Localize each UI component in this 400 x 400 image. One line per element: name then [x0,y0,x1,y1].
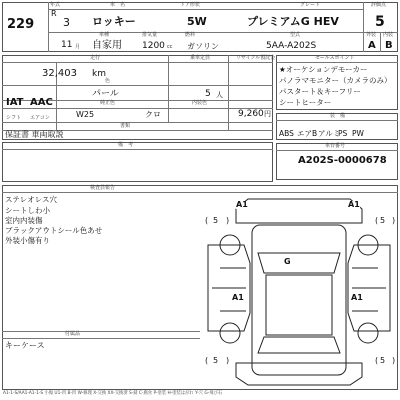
tire-front-left-value: 5 [213,216,219,225]
tire-front-right-open: ( [375,216,379,225]
remark-2: シートしわ小 [5,206,50,215]
equipment-airbag: エアB [297,129,318,138]
score-caption: 評価点 [371,2,387,8]
mileage: 32,403 [42,68,77,79]
equipment-alloy: アルミ [318,129,341,138]
sales-point-2: パノラマモニター（カメラのみ） [279,76,392,85]
month-unit: 月 [75,44,81,50]
mark-front-left: A1 [236,200,248,209]
tire-front-left-close: ) [226,216,230,225]
remark-4: ブラックアウトシール色あせ [5,226,103,235]
sales-point-4: シートヒーター [279,98,332,107]
model-year: 3 [63,16,70,29]
ext-caption: 外装 [366,32,377,38]
equipment-abs: ABS [279,129,294,138]
usage: 自家用 [92,40,122,51]
color-caption: 色 [105,78,111,84]
usage-caption: 車種 [99,32,110,38]
accessories-caption: 付属品 [65,331,81,337]
mark-right-side: A1 [351,293,363,302]
docs-caption: 書類 [120,123,131,129]
windshield-outline [258,253,340,273]
fuel: ガソリン [187,42,219,51]
lot-number: 229 [7,17,35,32]
inner-color-caption: 内装色 [192,100,208,106]
sales-point-3: パスタート＆キーフリー [279,87,361,96]
model-year-letter: R [51,9,57,18]
exterior-grade: A [368,40,376,51]
car-name: ロッキー [92,15,136,28]
report-caption: 検査員報告 [90,185,116,191]
color: パール [92,89,119,99]
wheel-rear-right [358,323,378,343]
remark-1: ステレオレス穴 [5,195,57,204]
recycle-fee: 9,260 [238,109,264,119]
orig-color-caption: 純正色 [100,100,116,106]
tire-front-right-close: ) [392,216,396,225]
car-damage-diagram [200,193,398,388]
displacement-caption: 排気量 [142,32,158,38]
mileage-caption: 走行 [90,55,101,61]
displacement: 1200 [142,41,165,51]
aircon: AAC [30,97,53,108]
capacity: 5 [205,89,211,99]
aircon-caption: エアコン [30,115,50,121]
option-text: クロ [145,110,161,119]
capacity-unit: 人 [216,91,223,99]
sales-point-caption: セールスポイント [315,55,355,61]
front-bumper-outline [236,199,362,223]
rear-bumper-outline [236,363,362,385]
mark-front-right: A1 [348,200,360,209]
recycle-unit: 円 [264,110,271,118]
chassis-caption: 車台番号 [325,143,346,149]
model-code: 5AA-A202S [266,41,317,51]
tire-front-right-value: 5 [380,216,386,225]
tire-front-left-open: ( [205,216,209,225]
damage-legend: A1-1-S/AA1-A1-1-S 小傷 U1-凹 B-凹 W-修理 X-交換 XX-交換済 S-錆 C-腐食 P-塗装 H-塗装はがれ Y-穴 G-飛び石 [3,391,223,396]
remark-5: 外装小傷有り [5,236,50,245]
wheel-rear-left [220,323,240,343]
tire-rear-right-value: 5 [380,356,386,365]
accessories-label: キーケース [5,341,45,350]
interior-grade: B [385,40,393,51]
capacity-caption: 乗車定員 [190,55,211,61]
sales-point-1: ★オーケションデモーカー [279,65,368,74]
equipment-ps: PS [338,129,348,138]
score: 5 [375,14,385,30]
roof-outline [266,275,332,335]
rear-window-outline [258,337,340,353]
grade: プレミアムG HEV [247,15,339,28]
notes-caption: 備 考 [118,142,134,148]
remark-3: 室内内装傷 [5,216,43,225]
tire-rear-right-close: ) [392,356,396,365]
displacement-unit: cc [167,44,173,50]
equipment-caption: 装 備 [330,113,346,119]
door-caption: ドア形状 [180,2,200,8]
tire-rear-left-value: 5 [213,356,219,365]
documents-label: 保証書 車両取説 [5,130,64,139]
shift-caption: シフト [6,115,22,121]
tire-rear-left-open: ( [205,356,209,365]
tire-rear-right-open: ( [375,356,379,365]
fuel-caption: 燃料 [185,32,196,38]
notes-block [2,142,273,182]
wheel-drive: W25 [76,110,95,119]
reg-year-caption: 年式 [50,2,61,8]
recycle-caption: リサイクル預託金 [236,55,276,61]
mark-center: G [284,257,291,266]
model-caption: 型式 [290,32,301,38]
chassis-number: A202S-0000678 [298,155,387,166]
equipment-pw: PW [352,129,364,138]
mark-left-side: A1 [232,293,244,302]
month: 11 [61,40,73,50]
transmission: IAT [6,97,24,108]
tire-rear-left-close: ) [226,356,230,365]
car-name-caption: 車 名 [110,2,126,8]
grade-caption: グレード [300,2,321,8]
door-count: 5W [187,15,207,28]
mileage-unit: km [92,69,106,79]
int-caption: 内装 [383,32,394,38]
